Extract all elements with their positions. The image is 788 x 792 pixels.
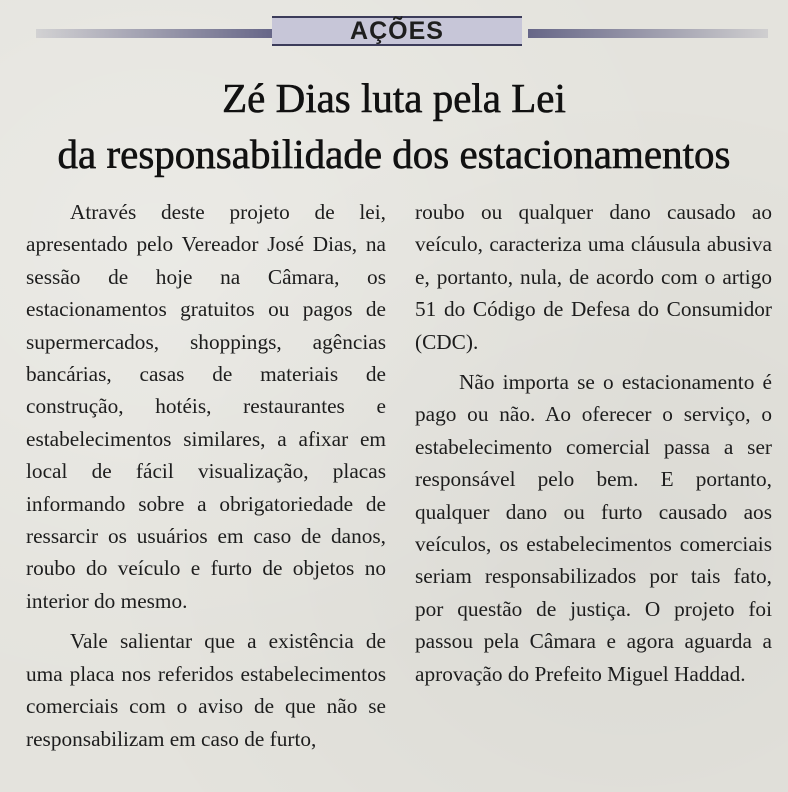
article-column-right (415, 196, 772, 690)
headline-line-2: da responsabilidade dos estacionamentos (57, 131, 731, 177)
section-rule-left (36, 29, 272, 38)
section-rule-right (528, 29, 768, 38)
paragraph-continuation: roubo ou qualquer dano causado ao veículo, caracteriza uma cláusula abusiva e, portanto, nula, de acordo com o artigo 51 do Código de Defesa do Consumidor (CDC). (415, 200, 772, 354)
headline (0, 70, 788, 182)
headline-line-1: Zé Dias luta pela Lei (222, 75, 566, 121)
paragraph: Através deste projeto de lei, apresentado pelo Vereador José Dias, na sessão de hoje na Câmara, os estacionamentos gratuitos ou pagos de supermercados, shoppings, agências bancárias, casas de materiais de construção, hotéis, restaurantes e estabelecimentos similares, a afixar em local de fácil visualização, placas informando sobre a obrigatoriedade de ressarcir os usuários em caso de danos, roubo do veículo e furto de objetos no interior do mesmo. (26, 200, 386, 613)
section-header (0, 16, 788, 46)
paragraph: Vale salientar que a existência de uma placa nos referidos estabelecimentos comerciais com o aviso de que não se responsabilizam em caso de furto, (26, 629, 386, 751)
article-column-left (26, 196, 386, 755)
section-label: AÇÕES (272, 16, 522, 46)
paragraph: Não importa se o estacionamento é pago ou não. Ao oferecer o serviço, o estabelecimento comercial passa a ser responsável pelo bem. E portanto, qualquer dano ou furto causado aos veículos, os estabelecimentos comerciais seriam responsabilizados por tais fato, por questão de justiça. O projeto foi passou pela Câmara e agora aguarda a aprovação do Prefeito Miguel Haddad. (415, 370, 772, 686)
